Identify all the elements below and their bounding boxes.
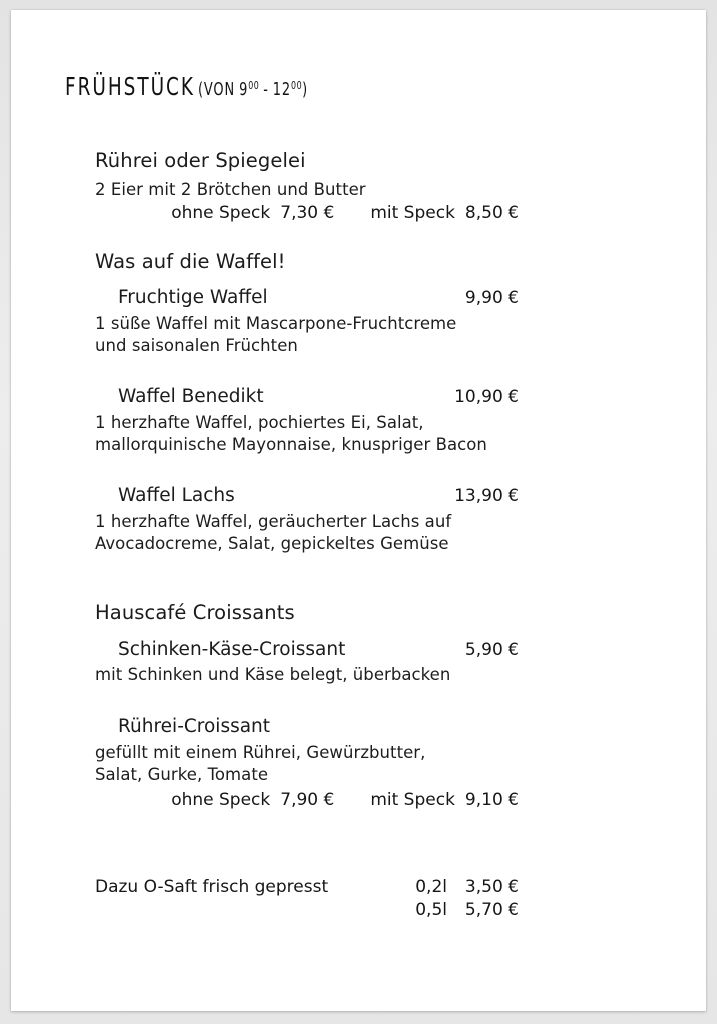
item-price: 5,90 € — [464, 640, 519, 660]
item-price: 9,90 € — [464, 288, 519, 308]
section-heading-croissants: Hauscafé Croissants — [95, 601, 295, 624]
menu-item-waffel-lachs — [95, 485, 519, 506]
speck-price-row — [95, 790, 519, 810]
item-description-line: 1 herzhafte Waffel, geräucherter Lachs auf — [95, 512, 452, 531]
item-description-line: Avocadocreme, Salat, gepickeltes Gemüse — [95, 534, 449, 553]
juice-row-small — [95, 877, 519, 897]
menu-item-fruchtige-waffel — [95, 287, 519, 308]
hours-dash: - — [262, 79, 269, 100]
item-description-line: und saisonalen Früchten — [95, 336, 298, 355]
mit-speck-group — [370, 790, 519, 810]
item-description-line: Salat, Gurke, Tomate — [95, 765, 269, 784]
hours-from: 9 — [238, 79, 248, 100]
item-title: Waffel Benedikt — [118, 386, 264, 407]
mit-speck-label: mit Speck — [370, 790, 455, 810]
mit-speck-price: 8,50 € — [464, 203, 519, 223]
menu-item-schinken-kaese-croissant — [95, 639, 519, 660]
item-description-line: 1 herzhafte Waffel, pochiertes Ei, Salat, — [95, 413, 424, 432]
item-description-line: 1 süße Waffel mit Mascarpone-Fruchtcreme — [95, 314, 457, 333]
item-title: Waffel Lachs — [118, 485, 235, 506]
menu-content — [11, 10, 706, 1011]
item-title: Schinken-Käse-Croissant — [118, 639, 346, 660]
ohne-speck-group — [171, 790, 334, 810]
item-title: Fruchtige Waffel — [118, 287, 268, 308]
section-heading-ruehrei-spiegelei: Rührei oder Spiegelei — [95, 149, 306, 172]
item-price: 10,90 € — [454, 387, 519, 407]
ohne-speck-price: 7,90 € — [280, 790, 335, 810]
item-title: Rührei-Croissant — [118, 716, 271, 737]
section-heading-waffeln: Was auf die Waffel! — [95, 250, 286, 273]
menu-item-waffel-benedikt — [95, 386, 519, 407]
menu-header — [65, 72, 335, 101]
ohne-speck-label: ohne Speck — [171, 790, 271, 810]
mit-speck-label: mit Speck — [370, 203, 455, 223]
juice-price: 3,50 € — [464, 877, 519, 897]
mit-speck-group — [370, 203, 519, 223]
item-description-line: mallorquinische Mayonnaise, knuspriger Bacon — [95, 435, 487, 454]
ohne-speck-label: ohne Speck — [171, 203, 271, 223]
ohne-speck-price: 7,30 € — [280, 203, 335, 223]
item-description-line: mit Schinken und Käse belegt, überbacken — [95, 665, 451, 684]
speck-price-row — [95, 203, 519, 223]
hours-close-paren: ) — [301, 79, 308, 100]
juice-volume: 0,2l — [415, 877, 447, 897]
item-description-line: 2 Eier mit 2 Brötchen und Butter — [95, 180, 366, 199]
hours-to: 12 — [272, 79, 291, 100]
mit-speck-price: 9,10 € — [464, 790, 519, 810]
juice-row-large — [95, 900, 519, 920]
menu-page — [11, 10, 706, 1011]
ohne-speck-group — [171, 203, 334, 223]
item-price: 13,90 € — [454, 486, 519, 506]
page-title: FRÜHSTÜCK — [65, 72, 195, 101]
juice-price: 5,70 € — [464, 900, 519, 920]
item-description-line: gefüllt mit einem Rührei, Gewürzbutter, — [95, 743, 426, 762]
opening-hours: (VON 9 $^{00}$ - 12 $^{00}$ ) — [197, 79, 308, 100]
juice-label: Dazu O-Saft frisch gepresst — [95, 877, 329, 897]
menu-item-ruehrei-croissant — [95, 716, 519, 737]
juice-volume: 0,5l — [415, 900, 447, 920]
hours-open-paren: (VON — [197, 79, 235, 100]
